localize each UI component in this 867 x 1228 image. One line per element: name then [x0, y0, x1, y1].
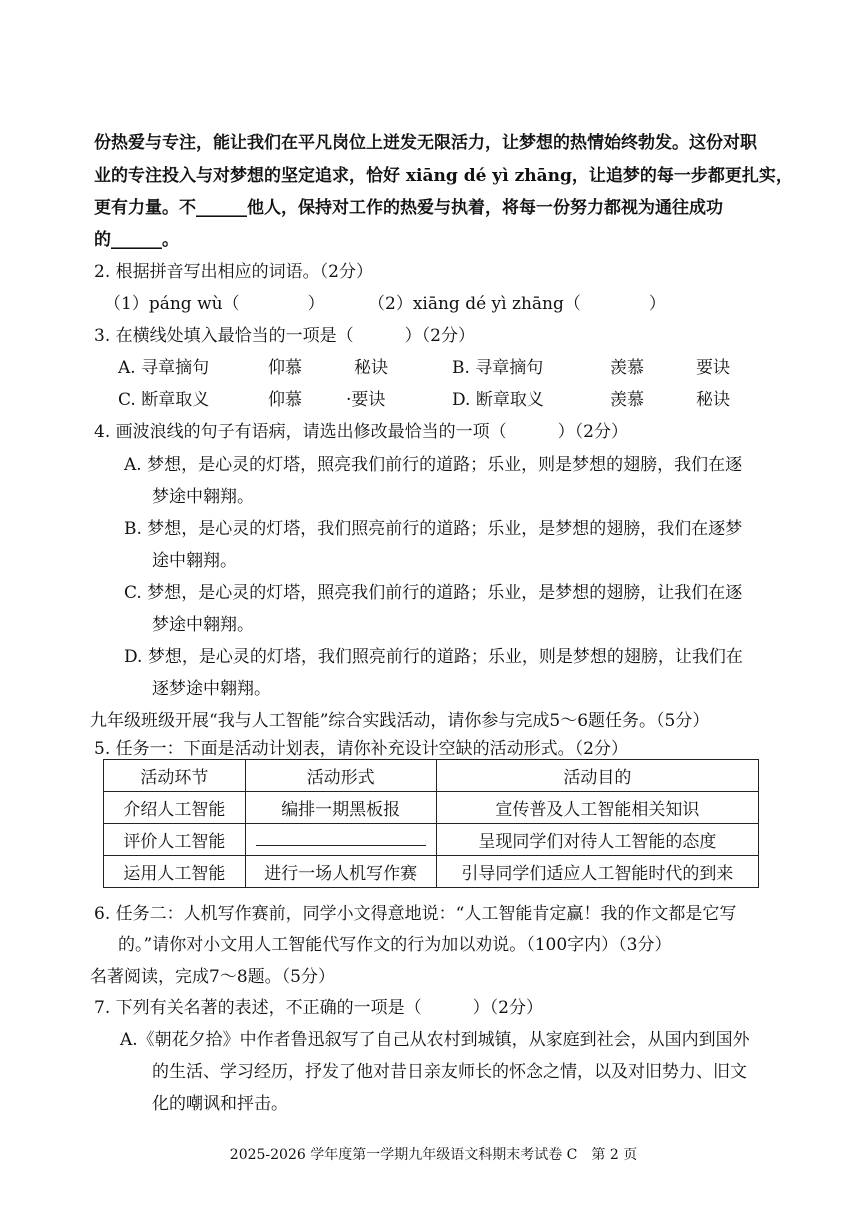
q4-stem: 4. 画波浪线的句子有语病，请选出修改最恰当的一项（ ）（2分）: [94, 422, 628, 442]
q3-option-a-label: A. 寻章摘句: [118, 358, 210, 378]
passage-line-2: 业的专注投入与对梦想的坚定追求，恰好 xiāng dé yì zhāng，让追梦的每一步都更扎实，: [94, 166, 793, 186]
table-cell: 引导同学们适应人工智能时代的到来: [436, 856, 758, 888]
q3-option-d-label: D. 断章取义: [452, 390, 544, 410]
q4-option-a-line2: 梦途中翱翔。: [152, 487, 254, 507]
q2-stem: 2. 根据拼音写出相应的词语。（2分）: [94, 262, 373, 282]
q4-option-c-line2: 梦途中翱翔。: [152, 615, 254, 635]
q3-option-b-word1: 羡慕: [610, 358, 644, 378]
q6-line-1: 6. 任务二：人机写作赛前，同学小文得意地说：“人工智能肯定赢！我的作文都是它写: [94, 904, 737, 924]
table-cell: 宣传普及人工智能相关知识: [436, 792, 758, 824]
q3-option-d-word2: 秘诀: [696, 390, 730, 410]
q3-option-d-word1: 羡慕: [610, 390, 644, 410]
table-header-cell: 活动环节: [104, 760, 246, 792]
table-cell: 进行一场人机写作赛: [245, 856, 436, 888]
q3-option-b-label: B. 寻章摘句: [452, 358, 544, 378]
table-header-cell: 活动形式: [245, 760, 436, 792]
q4-option-d-line1: D. 梦想，是心灵的灯塔，我们照亮前行的道路；乐业，则是梦想的翅膀，让我们在: [124, 647, 743, 667]
q2-item-1: （1）páng wù（ ）: [104, 294, 325, 314]
answer-blank-line: [256, 829, 426, 846]
q7-option-a-line2: 的生活、学习经历，抒发了他对昔日亲友师长的怀念之情，以及对旧势力、旧文: [152, 1062, 747, 1082]
q3-option-a-word1: 仰慕: [268, 358, 302, 378]
q3-option-c-word2: ·要诀: [346, 390, 386, 410]
passage-line-4: 的______。: [94, 230, 179, 250]
q4-option-d-line2: 逐梦途中翱翔。: [152, 679, 271, 699]
q3-option-c-label: C. 断章取义: [118, 390, 210, 410]
q7-option-a-line3: 化的嘲讽和抨击。: [152, 1094, 288, 1114]
table-row: [104, 824, 759, 856]
table-row: [104, 792, 759, 824]
q3-option-a-word2: 秘诀: [354, 358, 388, 378]
activity-plan-table: [103, 759, 759, 888]
q4-option-c-line1: C. 梦想，是心灵的灯塔，照亮我们前行的道路；乐业，是梦想的翅膀，让我们在逐: [124, 583, 743, 603]
passage-line-1: 份热爱与专注，能让我们在平凡岗位上迸发无限活力，让梦想的热情始终勃发。这份对职: [94, 133, 757, 153]
table-cell: 运用人工智能: [104, 856, 246, 888]
section-books-heading: 名著阅读，完成7～8题。（5分）: [90, 967, 335, 987]
q7-option-a-line1: A.《朝花夕拾》中作者鲁迅叙写了自己从农村到城镇，从家庭到社会，从国内到国外: [120, 1030, 750, 1050]
table-header-row: [104, 760, 759, 792]
table-cell-answer-blank[interactable]: [245, 824, 436, 856]
section-ai-heading: 九年级班级开展“我与人工智能”综合实践活动，请你参与完成5～6题任务。（5分）: [90, 711, 710, 731]
table-header-cell: 活动目的: [436, 760, 758, 792]
q3-stem: 3. 在横线处填入最恰当的一项是（ ）（2分）: [94, 326, 475, 346]
q4-option-b-line2: 途中翱翔。: [152, 551, 237, 571]
q7-stem: 7. 下列有关名著的表述，不正确的一项是（ ）（2分）: [94, 998, 543, 1018]
q3-option-b-word2: 要诀: [696, 358, 730, 378]
q3-option-c-word1: 仰慕: [268, 390, 302, 410]
table-cell: 呈现同学们对待人工智能的态度: [436, 824, 758, 856]
q4-option-b-line1: B. 梦想，是心灵的灯塔，我们照亮前行的道路；乐业，是梦想的翅膀，我们在逐梦: [124, 519, 743, 539]
table-cell: 介绍人工智能: [104, 792, 246, 824]
page-footer: 2025-2026 学年度第一学期九年级语文科期末考试卷 C 第 2 页: [229, 1147, 638, 1163]
q6-line-2: 的。”请你对小文用人工智能代写作文的行为加以劝说。（100字内）（3分）: [118, 935, 672, 955]
passage-line-3: 更有力量。不______他人，保持对工作的热爱与执着，将每一份努力都视为通往成功: [94, 198, 723, 218]
table-cell: 编排一期黑板报: [245, 792, 436, 824]
table-cell: 评价人工智能: [104, 824, 246, 856]
q4-option-a-line1: A. 梦想，是心灵的灯塔，照亮我们前行的道路；乐业，则是梦想的翅膀，我们在逐: [124, 455, 743, 475]
q2-item-2: （2）xiāng dé yì zhāng（ ）: [368, 294, 666, 314]
q5-stem: 5. 任务一：下面是活动计划表，请你补充设计空缺的活动形式。（2分）: [94, 739, 628, 759]
table-row: [104, 856, 759, 888]
